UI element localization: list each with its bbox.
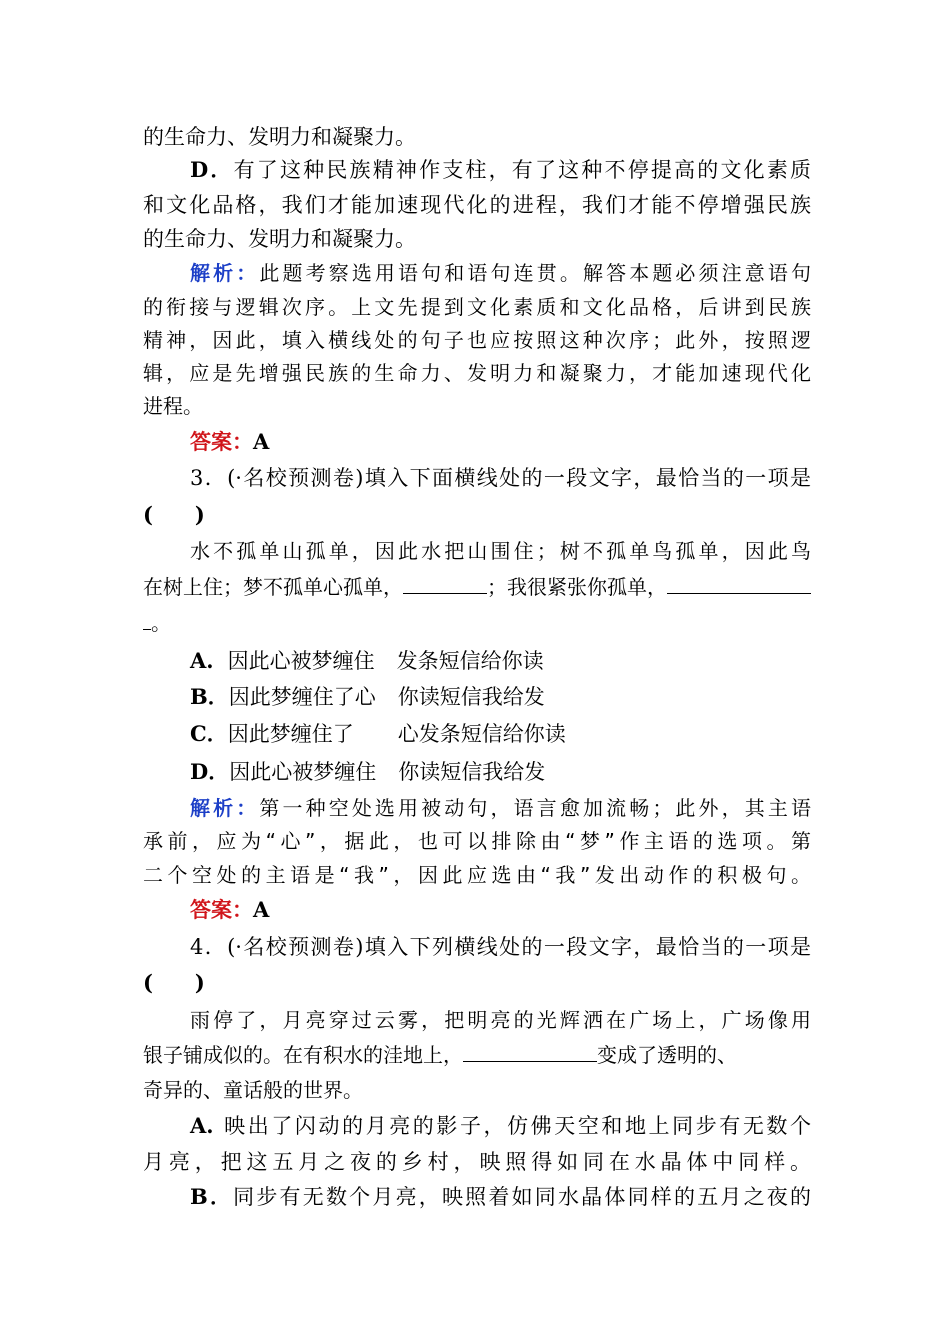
option-text: 因此梦缠住了心 bbox=[228, 685, 376, 709]
option-c bbox=[190, 719, 811, 749]
analysis-line: 二个空处的主语是“我”，因此应选由“我”发出动作的积极句。 bbox=[143, 863, 811, 887]
option-b bbox=[190, 682, 811, 712]
analysis-line bbox=[190, 793, 811, 823]
option-text: 发条短信给你读 bbox=[396, 649, 544, 673]
option-text: 映出了闪动的月亮的影子，仿佛天空和地上同步有无数个 bbox=[221, 1114, 811, 1138]
answer-label: 答案： bbox=[190, 429, 253, 454]
option-text: 心发条短信给你读 bbox=[397, 722, 566, 746]
passage-text: 银子铺成似的。在有积水的洼地上， bbox=[143, 1043, 463, 1067]
answer-value: A bbox=[253, 429, 270, 454]
analysis-line: 承前，应为“心”，据此，也可以排除由“梦”作主语的选项。第 bbox=[143, 829, 811, 853]
option-letter: B． bbox=[190, 1184, 234, 1209]
option-text: 同步有无数个月亮，映照着如同水晶体同样的五月之夜的 bbox=[233, 1185, 812, 1209]
text-line: 和文化品格，我们才能加速现代化的进程，我们才能不停增强民族 bbox=[143, 193, 811, 217]
text-line: 的生命力、发明力和凝聚力。 bbox=[143, 125, 416, 149]
analysis-text: 此题考察选用语句和语句连贯。解答本题必须注意语句 bbox=[259, 261, 812, 285]
question-stem: 3．(·名校预测卷)填入下面横线处的一段文字，最恰当的一项是 bbox=[190, 466, 811, 490]
analysis-line bbox=[190, 258, 811, 288]
answer-label: 答案： bbox=[190, 897, 253, 922]
question-stem: 4．(·名校预测卷)填入下列横线处的一段文字，最恰当的一项是 bbox=[190, 935, 811, 959]
option-letter: C． bbox=[190, 721, 228, 746]
passage-line bbox=[143, 1040, 811, 1070]
option-b bbox=[190, 1182, 811, 1212]
option-text: 因此心被梦缠住 bbox=[229, 760, 377, 784]
answer-bracket: ( ) bbox=[143, 502, 205, 527]
option-letter: B． bbox=[190, 684, 229, 709]
answer-line bbox=[190, 895, 811, 925]
analysis-line: 进程。 bbox=[143, 394, 203, 418]
passage-line bbox=[143, 572, 811, 602]
option-letter: D． bbox=[190, 157, 234, 182]
analysis-label: 解析： bbox=[190, 261, 260, 285]
option-d bbox=[190, 757, 811, 787]
analysis-line: 精神，因此，填入横线处的句子也应按照这种次序；此外，按照逻 bbox=[143, 328, 811, 352]
passage-text: 在树上住；梦不孤单心孤单， bbox=[143, 575, 403, 599]
option-letter: A. bbox=[190, 648, 214, 673]
option-text: 你读短信我给发 bbox=[397, 685, 545, 709]
passage-text: 变成了透明的、 bbox=[597, 1043, 737, 1067]
analysis-line: 的衔接与逻辑次序。上文先提到文化素质和文化品格，后讲到民族 bbox=[143, 295, 811, 319]
passage-line: 水不孤单山孤单，因此水把山围住；树不孤单鸟孤单，因此鸟 bbox=[190, 539, 811, 563]
fill-blank bbox=[403, 573, 487, 594]
text-line: 的生命力、发明力和凝聚力。 bbox=[143, 227, 416, 251]
option-letter: D． bbox=[190, 759, 230, 784]
passage-line: 奇异的、童话般的世界。 bbox=[143, 1078, 363, 1102]
analysis-label: 解析： bbox=[190, 796, 260, 820]
fill-blank bbox=[463, 1041, 597, 1062]
option-a bbox=[190, 1111, 811, 1141]
answer-bracket: ( ) bbox=[143, 970, 205, 995]
answer-value: A bbox=[253, 897, 270, 922]
option-text: 因此梦缠住了 bbox=[227, 722, 354, 746]
option-letter: A. bbox=[190, 1113, 214, 1138]
fill-blank bbox=[143, 609, 151, 630]
option-a bbox=[190, 646, 811, 676]
passage-line: 雨停了，月亮穿过云雾，把明亮的光辉洒在广场上，广场像用 bbox=[190, 1008, 811, 1032]
option-text: 你读短信我给发 bbox=[398, 760, 546, 784]
analysis-text: 第一种空处选用被动句，语言愈加流畅；此外，其主语 bbox=[259, 796, 812, 820]
option-text: 因此心被梦缠住 bbox=[227, 649, 375, 673]
answer-line bbox=[190, 427, 811, 457]
passage-text: ；我很紧张你孤单， bbox=[487, 575, 667, 599]
option-text: 有了这种民族精神作支柱，有了这种不停提高的文化素质 bbox=[233, 158, 812, 182]
passage-text: 。 bbox=[151, 611, 171, 635]
option-d-line bbox=[190, 155, 811, 185]
passage-line bbox=[143, 608, 811, 638]
analysis-line: 辑，应是先增强民族的生命力、发明力和凝聚力，才能加速现代化 bbox=[143, 361, 811, 385]
option-text-line: 月亮，把这五月之夜的乡村，映照得如同在水晶体中同样。 bbox=[143, 1150, 811, 1174]
fill-blank bbox=[667, 573, 811, 594]
